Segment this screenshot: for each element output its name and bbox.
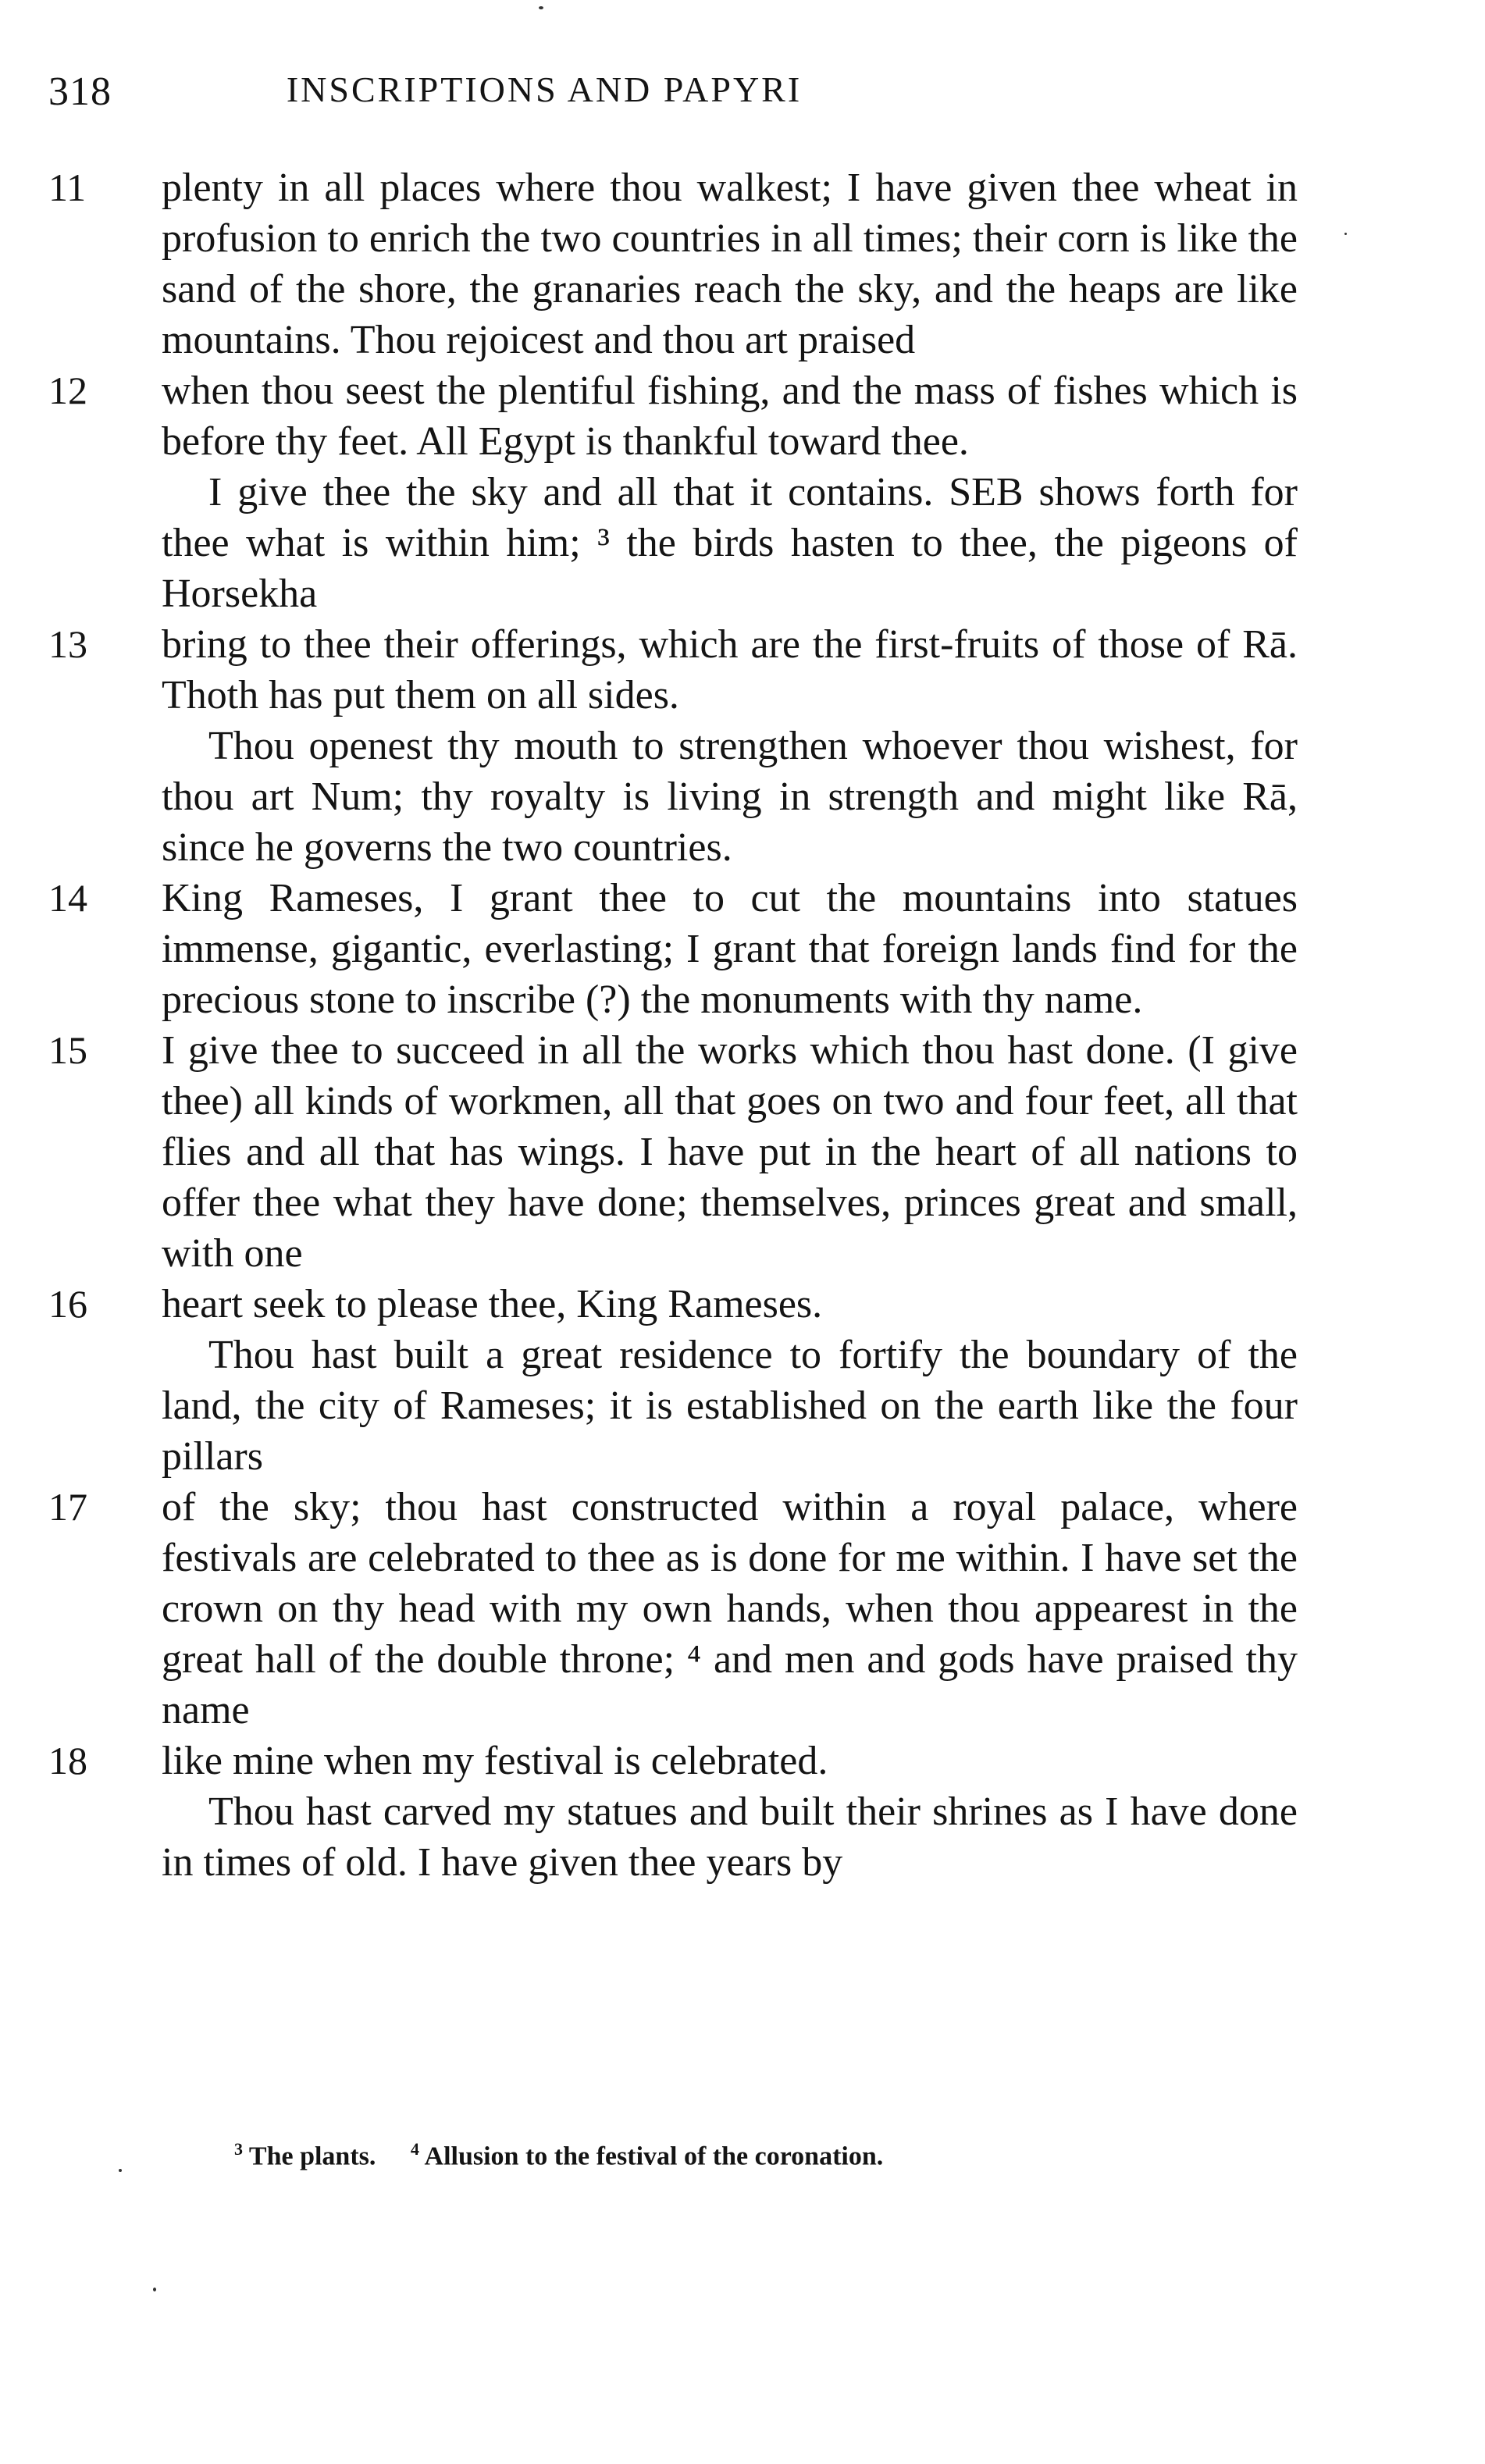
paragraph-12 xyxy=(48,365,1298,467)
line-number: 18 xyxy=(48,1739,87,1782)
paragraph-text: Thou hast carved my statues and built their shrines as I have done in times of old. I have given thee years by xyxy=(162,1789,1298,1885)
line-number: 11 xyxy=(48,166,87,209)
line-number: 13 xyxy=(48,622,87,666)
paragraph-text: King Rameses, I grant thee to cut the mountains into statues immense, gigantic, everlasting; I grant that foreign lands find for the precious stone to inscribe (?) the monuments with thy name. xyxy=(162,876,1298,1022)
paragraph-text: plenty in all places where thou walkest; I have given thee wheat in profusion to enrich the two countries in all times; their corn is like the sand of the shore, the granaries reach the sky, and the heaps are like mountains. Thou rejoicest and thou art praised xyxy=(162,166,1298,362)
footnote-mark: 3 xyxy=(234,2139,243,2159)
line-number: 14 xyxy=(48,876,87,920)
speck xyxy=(539,6,543,9)
body-text xyxy=(48,162,1298,1888)
footnote-text: The plants. xyxy=(248,2142,376,2171)
running-title: INSCRIPTIONS AND PAPYRI xyxy=(286,69,803,109)
speck xyxy=(153,2288,156,2291)
paragraph-14 xyxy=(48,873,1298,1025)
paragraph-text: bring to thee their offerings, which are the first-fruits of those of Rā. Thoth has put them on all sides. xyxy=(162,622,1298,717)
speck xyxy=(1344,233,1347,235)
line-number: 12 xyxy=(48,369,87,412)
footnote-3 xyxy=(234,2139,376,2171)
footnote-mark: 4 xyxy=(410,2139,419,2159)
paragraph-residence xyxy=(48,1330,1298,1482)
paragraph-text: Thou hast built a great residence to fortify the boundary of the land, the city of Rameses; it is established on the earth like the four pillars xyxy=(162,1333,1298,1479)
footnotes xyxy=(234,2139,911,2171)
paragraph-mouth xyxy=(48,721,1298,873)
paragraph-13 xyxy=(48,619,1298,721)
paragraph-text: Thou openest thy mouth to strengthen whoever thou wishest, for thou art Num; thy royalty is living in strength and might like Rā, since he governs the two countries. xyxy=(162,724,1298,870)
paragraph-15 xyxy=(48,1025,1298,1279)
page-number: 318 xyxy=(48,69,112,114)
paragraph-text: like mine when my festival is celebrated. xyxy=(162,1739,828,1783)
page-header xyxy=(48,69,1009,116)
line-number: 15 xyxy=(48,1028,87,1072)
paragraph-text: when thou seest the plentiful fishing, and the mass of fishes which is before thy feet. All Egypt is thankful toward thee. xyxy=(162,369,1298,464)
footnote-4 xyxy=(411,2139,883,2171)
paragraph-text: heart seek to please thee, King Rameses. xyxy=(162,1282,823,1326)
paragraph-text: I give thee the sky and all that it contains. SEB shows forth for thee what is within him; ³ the birds hasten to thee, the pigeons of Horsekha xyxy=(162,470,1298,616)
footnote-text: Allusion to the festival of the coronation. xyxy=(424,2142,884,2171)
line-number: 17 xyxy=(48,1485,87,1529)
paragraph-11 xyxy=(48,162,1298,365)
line-number: 16 xyxy=(48,1282,87,1326)
paragraph-16 xyxy=(48,1279,1298,1330)
paragraph-text: I give thee to succeed in all the works which thou hast done. (I give thee) all kinds of workmen, all that goes on two and four feet, all that flies and all that has wings. I have put in the heart of all nations to offer thee what they have done; themselves, princes great and small, with one xyxy=(162,1028,1298,1276)
paragraph-18 xyxy=(48,1736,1298,1786)
speck xyxy=(119,2169,122,2172)
paragraph-sky xyxy=(48,467,1298,619)
paragraph-statues xyxy=(48,1786,1298,1888)
paragraph-17 xyxy=(48,1482,1298,1736)
paragraph-text: of the sky; thou hast constructed within a royal palace, where festivals are celebrated to thee as is done for me within. I have set the crown on thy head with my own hands, when thou appearest in the great hall of the double throne; ⁴ and men and gods have praised thy name xyxy=(162,1485,1298,1732)
